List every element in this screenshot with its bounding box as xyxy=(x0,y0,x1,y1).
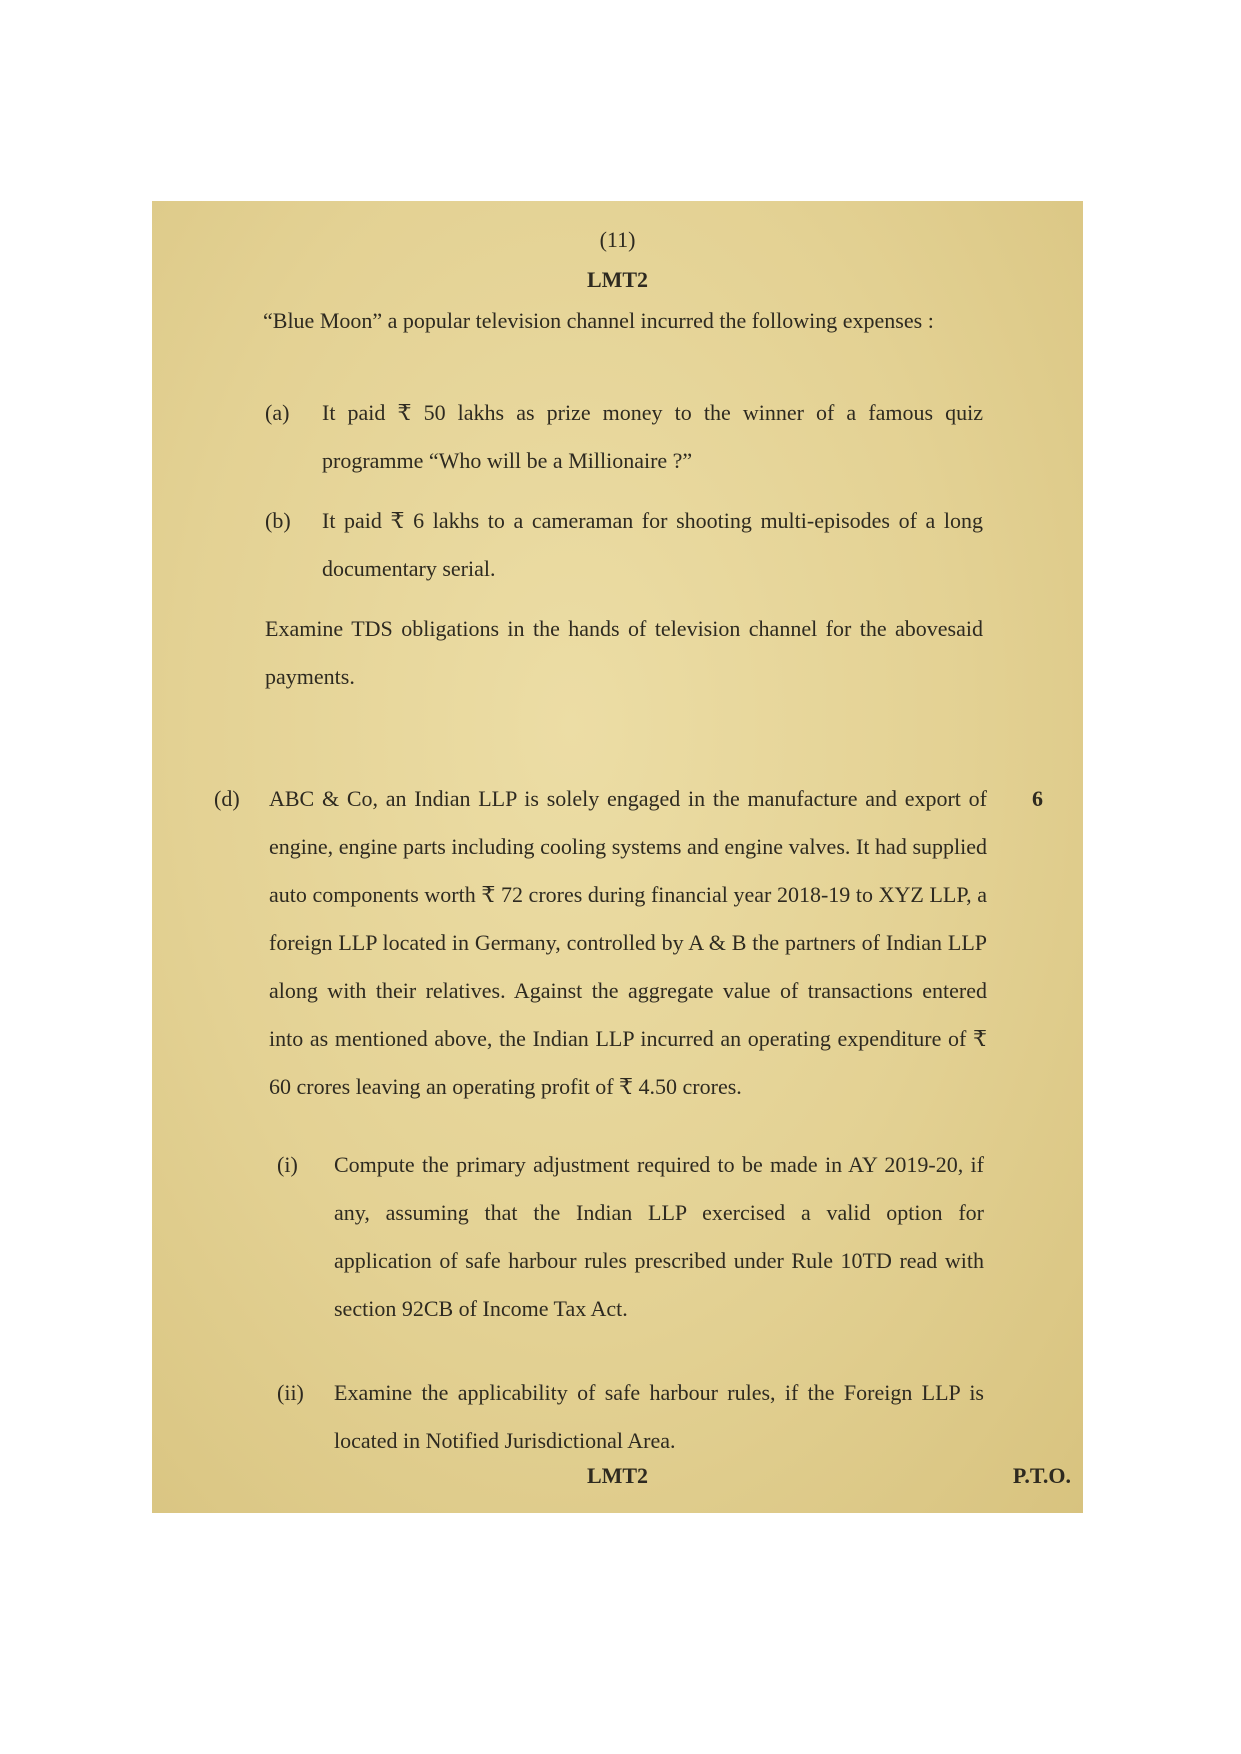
page-number: (11) xyxy=(599,227,636,252)
question-d-text: ABC & Co, an Indian LLP is solely engaged in the manufacture and export of engine, engine parts including cooling systems and engine valves. It had supplied auto components worth ₹ 72 crores during financial year 2018-19 to XYZ LLP, a foreign LLP located in Germany, controlled by A & B the partners of Indian LLP along with their relatives. Against the aggregate value of transactions entered into as mentioned above, the Indian LLP incurred an operating expenditure of ₹ 60 crores leaving an operating profit of ₹ 4.50 crores. xyxy=(269,786,987,1099)
paper-code-header: LMT2 xyxy=(586,267,649,292)
tds-question: Examine TDS obligations in the hands of television channel for the abovesaid payments. xyxy=(265,616,983,689)
question-d-label: (d) xyxy=(214,786,240,811)
paper-code-footer: LMT2 xyxy=(586,1463,649,1488)
item-a-text: It paid ₹ 50 lakhs as prize money to the winner of a famous quiz programme “Who will be a Millionaire ?” xyxy=(322,400,983,473)
subitem-ii-text: Examine the applicability of safe harbour rules, if the Foreign LLP is located in Notified Jurisdictional Area. xyxy=(334,1380,984,1453)
subitem-i-text: Compute the primary adjustment required to be made in AY 2019-20, if any, assuming that the Indian LLP exercised a valid option for application of safe harbour rules prescribed under Rule 10TD read with section 92CB of Income Tax Act. xyxy=(334,1152,984,1321)
subitem-i-label: (i) xyxy=(277,1152,298,1177)
item-a-label: (a) xyxy=(265,400,290,425)
exam-page xyxy=(152,201,1083,1513)
pto-label: P.T.O. xyxy=(1012,1463,1071,1488)
item-b-text: It paid ₹ 6 lakhs to a cameraman for shooting multi-episodes of a long documentary serial. xyxy=(322,508,983,581)
question-d-marks: 6 xyxy=(1032,786,1043,811)
subitem-ii-label: (ii) xyxy=(277,1380,304,1405)
item-b-label: (b) xyxy=(265,508,291,533)
blue-moon-intro: “Blue Moon” a popular television channel incurred the following expenses : xyxy=(263,308,934,333)
